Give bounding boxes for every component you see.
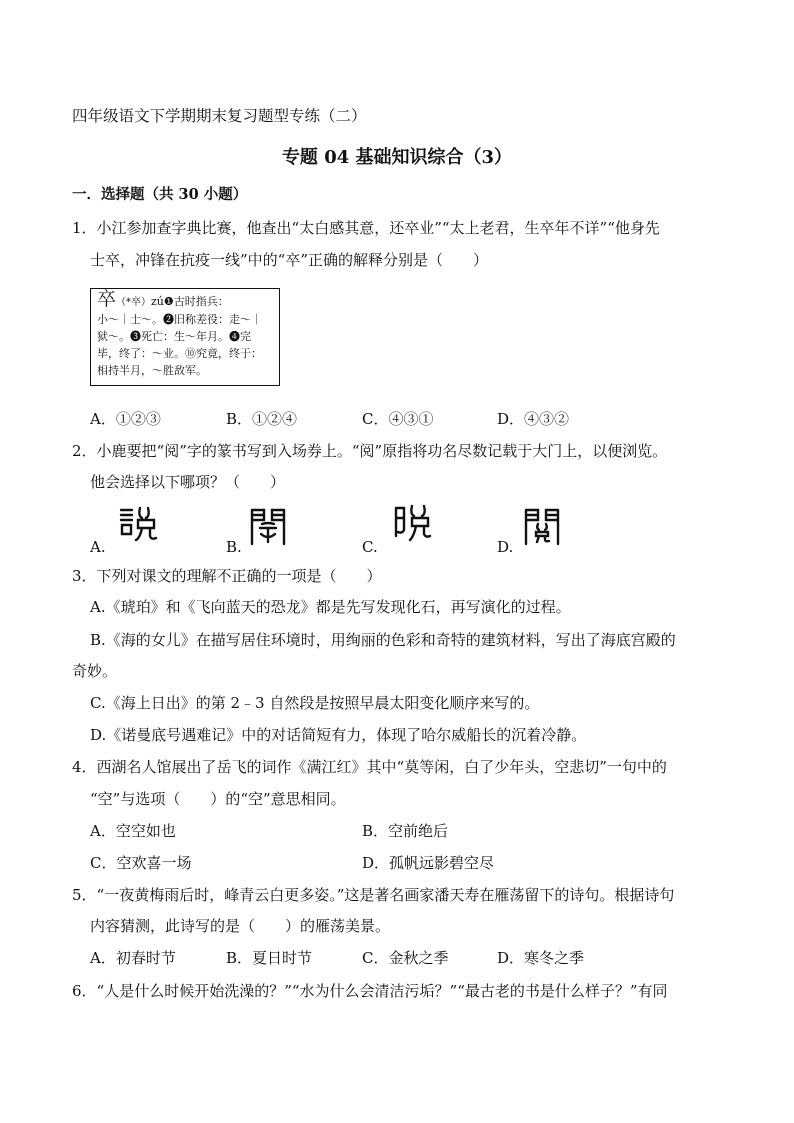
- dictionary-pinyin-sense-1: zú❶古时指兵：: [151, 295, 229, 308]
- question-5-line-2: 内容猜测，此诗写的是（ ）的雁荡美景。: [90, 917, 391, 935]
- question-4-option-d[interactable]: D．孤帆远影碧空尽: [362, 854, 495, 872]
- question-5-line-1: 5．“一夜黄梅雨后时，峰青云白更多姿。”这是著名画家潘天寿在雁荡留下的诗句。根据诗句: [72, 886, 675, 904]
- question-2-option-c[interactable]: C.: [362, 538, 378, 556]
- question-2-line-1: 2．小鹿要把“阅”字的篆书写到入场券上。“阅”原指将功名尽数记载于大门上，以便浏览。: [72, 442, 668, 460]
- dictionary-entry-line-2: 小～｜士～。❷旧称差役：走～｜: [97, 313, 262, 326]
- question-2-option-b[interactable]: B.: [226, 538, 242, 556]
- question-2-line-2: 他会选择以下哪项？（ ）: [90, 473, 286, 491]
- dictionary-headword: 卒: [97, 288, 117, 310]
- dictionary-entry-line-5: 相持半月，～胜敌军。: [97, 364, 207, 377]
- question-4-option-b[interactable]: B．空前绝后: [362, 822, 449, 840]
- document-title: 专题 04 基础知识综合（3）: [281, 147, 513, 168]
- question-5-option-d[interactable]: D．寒冬之季: [497, 949, 585, 967]
- dictionary-entry-line-4: 毕，终了：～业。⑩究竟，终于：: [97, 347, 262, 360]
- question-3-option-a[interactable]: A.《琥珀》和《飞向蓝天的恐龙》都是先写发现化石，再写演化的过程。: [90, 598, 571, 616]
- question-4-option-a[interactable]: A．空空如也: [90, 822, 176, 840]
- question-3-line-1: 3．下列对课文的理解不正确的一项是（ ）: [72, 567, 382, 585]
- seal-script-glyph-c-icon: [392, 502, 432, 542]
- question-3-option-b[interactable]: B.《海的女儿》在描写居住环境时，用绚丽的色彩和奇特的建筑材料，写出了海底宫殿的: [90, 631, 676, 649]
- question-4-line-2: “空”与选项（ ）的“空”意思相同。: [90, 790, 346, 808]
- question-1-option-d[interactable]: D．④③②: [497, 410, 570, 428]
- question-2-option-d[interactable]: D.: [497, 538, 514, 556]
- question-1-option-b[interactable]: B．①②④: [226, 410, 298, 428]
- question-2-option-a[interactable]: A.: [90, 538, 106, 556]
- question-6-line-1: 6．“人是什么时候开始洗澡的？”“水为什么会清洁污垢？”“最古老的书是什么样子？”有同: [72, 982, 668, 1000]
- question-4-line-1: 4．西湖名人馆展出了岳飞的词作《满江红》其中“莫等闲，白了少年头，空悲切”一句中的: [72, 758, 667, 776]
- question-1-line-2: 士卒，冲锋在抗疫一线”中的“卒”正确的解释分别是（ ）: [90, 251, 489, 269]
- section-heading: 一．选择题（共 30 小题）: [72, 186, 248, 203]
- question-3-option-b-continued: 奇妙。: [72, 662, 118, 680]
- question-3-option-c[interactable]: C.《海上日出》的第 2﹣3 自然段是按照早晨太阳变化顺序来写的。: [90, 694, 540, 712]
- question-1-option-c[interactable]: C．④③①: [362, 410, 434, 428]
- document-subtitle: 四年级语文下学期期末复习题型专练（二）: [72, 107, 367, 125]
- question-5-option-b[interactable]: B．夏日时节: [226, 949, 313, 967]
- seal-script-glyph-a-icon: [118, 504, 158, 544]
- question-1-line-1: 1．小江参加查字典比赛，他查出“太白感其意，还卒业”“太上老君，生卒年不详”“他身先: [72, 219, 660, 237]
- dictionary-entry-line-3: 狱～。❸死亡：生～年月。❹完: [97, 330, 251, 343]
- seal-script-glyph-b-icon: [248, 506, 288, 546]
- question-1-option-a[interactable]: A．①②③: [90, 410, 161, 428]
- dictionary-entry-box: [90, 288, 280, 386]
- question-4-option-c[interactable]: C．空欢喜一场: [90, 854, 192, 872]
- seal-script-glyph-d-icon: [522, 506, 562, 546]
- dictionary-entry-line-1: [97, 288, 273, 311]
- dictionary-variant-note: （*卒）: [116, 297, 152, 308]
- question-5-option-c[interactable]: C．金秋之季: [362, 949, 449, 967]
- question-5-option-a[interactable]: A．初春时节: [90, 949, 176, 967]
- question-3-option-d[interactable]: D.《诺曼底号遇难记》中的对话简短有力，体现了哈尔威船长的沉着冷静。: [90, 726, 587, 744]
